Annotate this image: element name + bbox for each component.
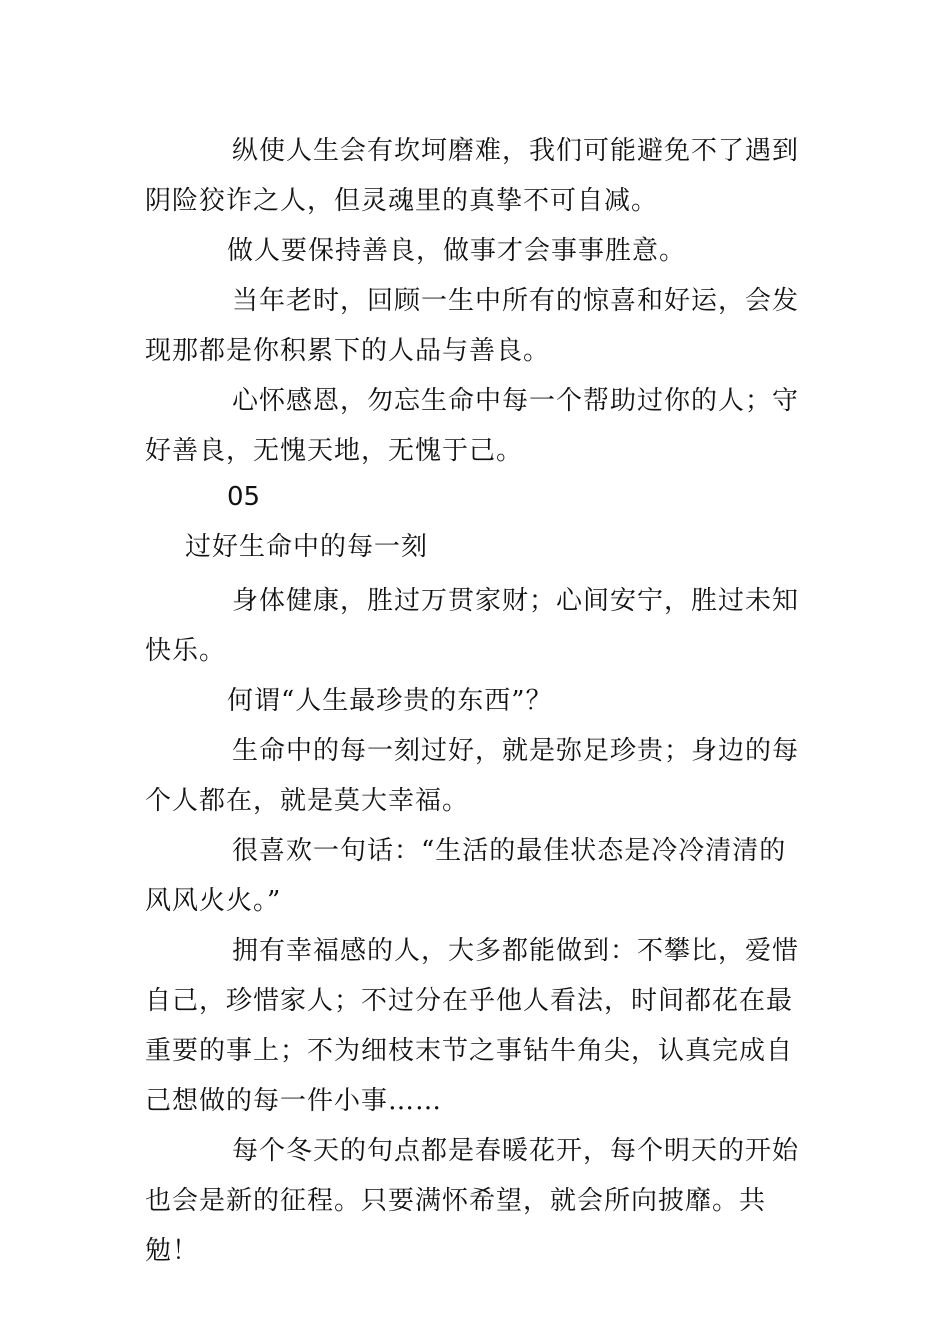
paragraph: 每个冬天的句点都是春暖花开，每个明天的开始也会是新的征程。只要满怀希望，就会所向披靡。共勉！ — [145, 1136, 800, 1266]
paragraph: 当年老时，回顾一生中所有的惊喜和好运，会发现那都是你积累下的人品与善良。 — [145, 286, 800, 366]
paragraph: 何谓“人生最珍贵的东西”？ — [227, 686, 553, 716]
paragraph: 心怀感恩，勿忘生命中每一个帮助过你的人；守好善良，无愧天地，无愧于己。 — [145, 386, 800, 466]
section-number: 05 — [227, 482, 261, 512]
paragraph: 生命中的每一刻过好，就是弥足珍贵；身边的每个人都在，就是莫大幸福。 — [145, 736, 800, 816]
paragraph: 身体健康，胜过万贯家财；心间安宁，胜过未知快乐。 — [145, 586, 800, 666]
paragraph: 很喜欢一句话：“生活的最佳状态是冷冷清清的风风火火。” — [145, 836, 787, 916]
paragraph: 做人要保持善良，做事才会事事胜意。 — [227, 236, 687, 266]
section-title: 过好生命中的每一刻 — [185, 532, 429, 562]
paragraph: 纵使人生会有坎坷磨难，我们可能避免不了遇到阴险狡诈之人，但灵魂里的真挚不可自减。 — [145, 136, 800, 216]
paragraph: 拥有幸福感的人，大多都能做到：不攀比，爱惜自己，珍惜家人；不过分在乎他人看法，时间都花在最重要的事上；不为细枝末节之事钻牛角尖，认真完成自己想做的每一件小事…… — [145, 936, 800, 1116]
